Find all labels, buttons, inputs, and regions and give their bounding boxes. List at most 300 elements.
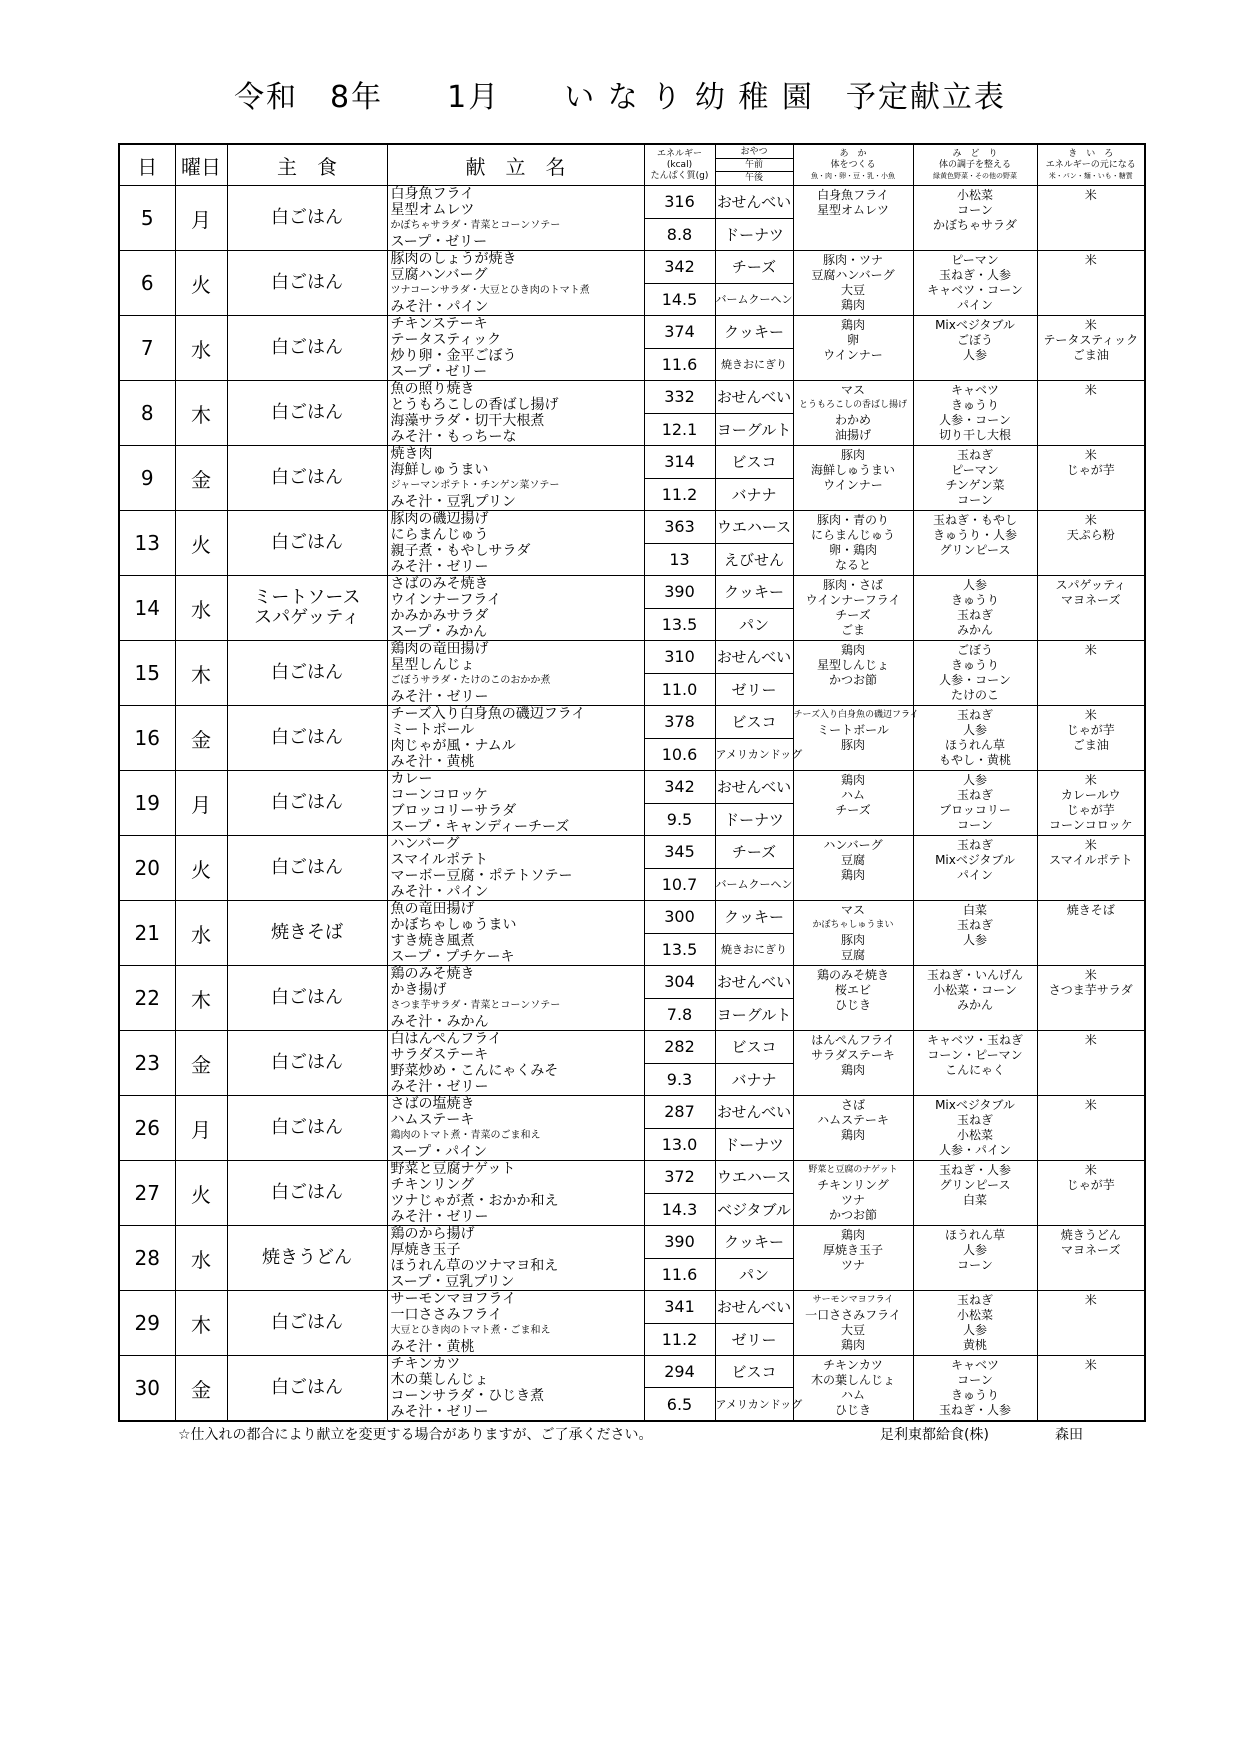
energy-cell: 282: [644, 1031, 715, 1064]
table-row: [119, 316, 1145, 349]
yellow-group-cell: [1037, 1031, 1145, 1096]
protein-cell: 9.3: [644, 1063, 715, 1096]
day-cell: 8: [119, 381, 175, 446]
green-item: コーン・ピーマン: [927, 1048, 1023, 1062]
weekday-cell: 月: [175, 1096, 227, 1161]
snack-pm-cell: ゼリー: [715, 1323, 793, 1356]
header-day: 日: [119, 144, 175, 186]
dish-item: 鶏肉の竜田揚げ: [390, 641, 489, 657]
weekday-cell: 火: [175, 1161, 227, 1226]
dishes-cell: [387, 316, 644, 381]
red-item: 白身魚フライ: [817, 188, 889, 202]
snack-am-cell: おせんべい: [715, 641, 793, 674]
protein-cell: 6.5: [644, 1388, 715, 1421]
snack-am-cell: おせんべい: [715, 381, 793, 414]
dish-item: にらまんじゅう: [390, 527, 489, 543]
dish-item: テータスティック: [390, 332, 502, 348]
dishes-cell: [387, 576, 644, 641]
yellow-group-cell: [1037, 576, 1145, 641]
yellow-item: マヨネーズ: [1061, 1243, 1121, 1257]
green-item: キャベツ: [950, 383, 999, 397]
dishes-cell: [387, 1161, 644, 1226]
red-item: はんぺんフライ: [811, 1033, 895, 1047]
green-item: 切り干し大根: [938, 428, 1011, 442]
green-item: 白菜: [962, 903, 987, 917]
green-item: Mixベジタブル: [935, 1098, 1015, 1112]
dish-item: 星型しんじょ: [390, 657, 475, 673]
green-item: パイン: [956, 298, 993, 312]
dish-item: とうもろこしの香ばし揚げ: [390, 397, 559, 413]
green-item: 玉ねぎ・人参: [938, 1163, 1011, 1177]
header-red: あ か 体をつくる 魚・肉・卵・豆・乳・小魚: [793, 144, 913, 186]
dishes-cell: [387, 1096, 644, 1161]
green-item: 玉ねぎ: [956, 608, 993, 622]
green-item: 玉ねぎ: [956, 918, 993, 932]
green-item: 人参・パイン: [938, 1143, 1011, 1157]
green-group-cell: [913, 1161, 1037, 1226]
snack-pm-cell: バナナ: [715, 1063, 793, 1096]
red-item: 厚焼き玉子: [822, 1243, 883, 1257]
staple-cell: 焼きうどん: [227, 1226, 387, 1291]
day-cell: 20: [119, 836, 175, 901]
yellow-item: じゃが芋: [1066, 1178, 1115, 1192]
snack-am-cell: おせんべい: [715, 966, 793, 999]
green-item: ブロッコリー: [939, 803, 1011, 817]
dish-item: マーボー豆腐・ポテトソテー: [390, 868, 573, 884]
yellow-item: 米: [1084, 513, 1097, 527]
green-item: 玉ねぎ: [956, 788, 993, 802]
dishes-cell: [387, 1031, 644, 1096]
yellow-item: ごま油: [1072, 348, 1109, 362]
weekday-cell: 木: [175, 1291, 227, 1356]
green-item: みかん: [956, 623, 993, 637]
staple-cell: 白ごはん: [227, 1161, 387, 1226]
dish-item: みそ汁・黄桃: [390, 754, 475, 770]
table-row: [119, 1356, 1145, 1388]
dish-item: さばの塩焼き: [390, 1096, 475, 1112]
snack-pm-cell: パン: [715, 608, 793, 641]
green-item: ほうれん草: [944, 738, 1005, 752]
red-item: わかめ: [834, 413, 871, 427]
red-group-cell: [793, 1226, 913, 1291]
yellow-item: じゃが芋: [1066, 463, 1115, 477]
day-cell: 26: [119, 1096, 175, 1161]
energy-cell: 390: [644, 1226, 715, 1259]
green-item: パイン: [956, 868, 993, 882]
yellow-group-cell: [1037, 1096, 1145, 1161]
yellow-item: マヨネーズ: [1061, 593, 1121, 607]
green-item: きゅうり・人参: [932, 528, 1017, 542]
dish-item: みそ汁・豆乳プリン: [390, 494, 516, 510]
header-green: み ど り 体の調子を整える 緑黄色野菜・その他の野菜: [913, 144, 1037, 186]
red-item: 鶏肉: [840, 1338, 865, 1352]
energy-cell: 374: [644, 316, 715, 349]
red-item: 野菜と豆腐のナゲット: [808, 1165, 898, 1175]
dishes-cell: [387, 1291, 644, 1356]
red-item: 木の葉しんじょ: [810, 1373, 895, 1387]
day-cell: 16: [119, 706, 175, 771]
dish-item: ごぼうサラダ・たけのこのおかか煮: [390, 675, 551, 686]
yellow-group-cell: [1037, 706, 1145, 771]
table-row: [119, 1291, 1145, 1324]
snack-am-cell: チーズ: [715, 836, 793, 869]
red-group-cell: [793, 1291, 913, 1356]
energy-cell: 332: [644, 381, 715, 414]
green-item: こんにゃく: [945, 1063, 1005, 1077]
yellow-item: 焼きそば: [1066, 903, 1115, 917]
red-item: 豚肉: [840, 738, 865, 752]
yellow-item: ごま油: [1072, 738, 1109, 752]
menu-table: [118, 143, 1146, 1422]
weekday-cell: 水: [175, 1226, 227, 1291]
green-item: キャベツ・コーン: [927, 283, 1023, 297]
snack-pm-cell: アメリカンドッグ: [715, 738, 793, 771]
green-item: 玉ねぎ・人参: [938, 268, 1011, 282]
yellow-item: 米: [1084, 1163, 1097, 1177]
snack-am-cell: ビスコ: [715, 706, 793, 739]
dish-item: かぼちゃサラダ・青菜とコーンソテー: [390, 220, 561, 231]
yellow-item: 天ぷら粉: [1066, 528, 1115, 542]
yellow-item: テータスティック: [1043, 333, 1139, 347]
protein-cell: 10.6: [644, 738, 715, 771]
red-item: かつお節: [828, 1208, 877, 1222]
red-group-cell: [793, 576, 913, 641]
red-item: ウインナー: [823, 348, 883, 362]
dish-item: ブロッコリーサラダ: [390, 803, 517, 819]
table-row: [119, 576, 1145, 609]
snack-pm-cell: ドーナツ: [715, 218, 793, 251]
yellow-item: 米: [1084, 1358, 1097, 1372]
day-cell: 19: [119, 771, 175, 836]
red-item: 鶏肉: [840, 1228, 865, 1242]
red-item: とうもろこしの香ばし揚げ: [798, 400, 907, 410]
energy-cell: 310: [644, 641, 715, 674]
protein-cell: 14.3: [644, 1193, 715, 1226]
yellow-item: 米: [1084, 1033, 1097, 1047]
dish-item: 星型オムレツ: [390, 202, 475, 218]
red-item: さば: [840, 1098, 865, 1112]
red-item: 鶏肉: [840, 1128, 865, 1142]
staple-cell: 焼きそば: [227, 901, 387, 966]
green-item: キャベツ・玉ねぎ: [926, 1033, 1023, 1047]
table-row: [119, 381, 1145, 414]
green-group-cell: [913, 186, 1037, 251]
staple-cell: 白ごはん: [227, 251, 387, 316]
red-item: かぼちゃしゅうまい: [812, 920, 894, 930]
red-item: 大豆: [840, 283, 865, 297]
red-item: 鶏肉: [840, 298, 865, 312]
red-group-cell: [793, 446, 913, 511]
dish-item: 魚の照り焼き: [390, 381, 475, 397]
staple-cell: 白ごはん: [227, 706, 387, 771]
table-row: [119, 771, 1145, 804]
dish-item: スープ・キャンディーチーズ: [390, 819, 570, 835]
red-group-cell: [793, 251, 913, 316]
day-cell: 9: [119, 446, 175, 511]
protein-cell: 11.2: [644, 478, 715, 511]
red-item: かつお節: [828, 673, 877, 687]
dish-item: 大豆とひき肉のトマト煮・ごま和え: [390, 1325, 551, 1336]
dish-item: チキンカツ: [390, 1356, 461, 1372]
weekday-cell: 金: [175, 1031, 227, 1096]
yellow-group-cell: [1037, 1291, 1145, 1356]
weekday-cell: 木: [175, 641, 227, 706]
snack-pm-cell: バナナ: [715, 478, 793, 511]
red-item: 鶏肉: [840, 868, 865, 882]
snack-am-cell: ビスコ: [715, 446, 793, 479]
yellow-group-cell: [1037, 186, 1145, 251]
staple-cell: 白ごはん: [227, 446, 387, 511]
red-item: サーモンマヨフライ: [812, 1295, 894, 1305]
green-group-cell: [913, 511, 1037, 576]
yellow-item: 米: [1084, 253, 1097, 267]
red-item: 豆腐: [840, 853, 865, 867]
footer-company: 足利東都給食(株): [880, 1427, 989, 1443]
green-item: 玉ねぎ: [956, 1293, 993, 1307]
yellow-item: 米: [1084, 838, 1097, 852]
energy-cell: 314: [644, 446, 715, 479]
snack-pm-cell: アメリカンドッグ: [715, 1388, 793, 1421]
dish-item: チキンステーキ: [390, 316, 488, 332]
red-item: マス: [840, 383, 865, 397]
green-item: 小松菜: [956, 188, 993, 202]
day-cell: 13: [119, 511, 175, 576]
dish-item: 海藻サラダ・切干大根煮: [390, 413, 545, 429]
red-item: 海鮮しゅうまい: [810, 463, 895, 477]
red-item: 卵: [846, 333, 859, 347]
green-item: 人参: [962, 348, 987, 362]
red-item: 鶏肉: [840, 1063, 865, 1077]
yellow-item: カレールウ: [1060, 788, 1121, 802]
green-group-cell: [913, 381, 1037, 446]
green-group-cell: [913, 1031, 1037, 1096]
red-group-cell: [793, 316, 913, 381]
table-row: [119, 186, 1145, 219]
dish-item: 魚の竜田揚げ: [390, 901, 475, 917]
red-item: チーズ: [835, 803, 871, 817]
yellow-group-cell: [1037, 1356, 1145, 1422]
green-item: 玉ねぎ: [956, 448, 993, 462]
red-item: 星型しんじょ: [816, 658, 889, 672]
green-group-cell: [913, 1096, 1037, 1161]
dish-item: みそ汁・ゼリー: [390, 1079, 489, 1095]
protein-cell: 13.0: [644, 1128, 715, 1161]
weekday-cell: 金: [175, 446, 227, 511]
red-item: 豚肉・さば: [822, 578, 883, 592]
dish-item: ほうれん草のツナマヨ和え: [390, 1258, 559, 1274]
dish-item: 炒り卵・金平ごぼう: [390, 348, 517, 364]
dishes-cell: [387, 381, 644, 446]
green-item: きゅうり: [950, 1388, 999, 1402]
red-item: なると: [834, 558, 871, 572]
table-row: [119, 836, 1145, 869]
dish-item: ハムステーキ: [390, 1112, 475, 1128]
energy-cell: 294: [644, 1356, 715, 1388]
header-row: [119, 144, 1145, 186]
snack-pm-cell: ベジタブル: [715, 1193, 793, 1226]
weekday-cell: 金: [175, 1356, 227, 1422]
dishes-cell: [387, 901, 644, 966]
staple-cell: 白ごはん: [227, 186, 387, 251]
energy-cell: 316: [644, 186, 715, 219]
red-item: 豚肉・ツナ: [822, 253, 883, 267]
table-row: [119, 966, 1145, 999]
green-item: もやし・黄桃: [938, 753, 1011, 767]
green-item: 白菜: [962, 1193, 987, 1207]
header-dow: 曜日: [175, 144, 227, 186]
weekday-cell: 水: [175, 901, 227, 966]
dish-item: みそ汁・みかん: [390, 1014, 489, 1030]
dish-item: ミートボール: [390, 722, 475, 738]
header-menu: 献 立 名: [387, 144, 644, 186]
dish-item: 焼き肉: [390, 446, 433, 462]
green-group-cell: [913, 966, 1037, 1031]
dish-item: みそ汁・パイン: [390, 884, 489, 900]
dish-item: スマイルポテト: [390, 852, 488, 868]
snack-am-cell: クッキー: [715, 1226, 793, 1259]
dish-item: スープ・ゼリー: [390, 234, 488, 250]
staple-cell: 白ごはん: [227, 836, 387, 901]
green-item: きゅうり: [950, 593, 999, 607]
protein-cell: 13.5: [644, 608, 715, 641]
snack-am-cell: おせんべい: [715, 771, 793, 804]
dish-item: スープ・豆乳プリン: [390, 1274, 515, 1290]
dish-item: 厚焼き玉子: [390, 1242, 461, 1258]
day-cell: 5: [119, 186, 175, 251]
dish-item: かき揚げ: [390, 982, 447, 998]
snack-pm-cell: ヨーグルト: [715, 998, 793, 1031]
dish-item: かぼちゃしゅうまい: [390, 917, 517, 933]
dish-item: ツナコーンサラダ・大豆とひき肉のトマト煮: [390, 285, 590, 296]
dish-item: サラダステーキ: [390, 1047, 489, 1063]
weekday-cell: 水: [175, 316, 227, 381]
table-row: [119, 901, 1145, 934]
menu-body: [119, 186, 1145, 1422]
footer-note: ☆仕入れの都合により献立を変更する場合がありますが、ご了承ください。: [178, 1427, 653, 1443]
yellow-item: スパゲッティ: [1055, 578, 1127, 592]
snack-pm-cell: バームクーヘン: [715, 283, 793, 316]
dish-item: みそ汁・ゼリー: [390, 1209, 489, 1225]
energy-cell: 345: [644, 836, 715, 869]
green-item: 人参: [962, 1323, 987, 1337]
table-row: [119, 1161, 1145, 1194]
yellow-item: 焼きうどん: [1060, 1228, 1121, 1242]
page-title: 令和 8年 1月 い な り 幼 稚 園 予定献立表: [234, 80, 1006, 115]
snack-am-cell: クッキー: [715, 576, 793, 609]
dish-item: 親子煮・もやしサラダ: [390, 543, 531, 559]
snack-pm-cell: ドーナツ: [715, 803, 793, 836]
yellow-item: 米: [1084, 643, 1097, 657]
energy-cell: 342: [644, 251, 715, 284]
dish-item: 白身魚フライ: [390, 186, 475, 202]
yellow-group-cell: [1037, 966, 1145, 1031]
protein-cell: 11.6: [644, 348, 715, 381]
dish-item: 豚肉の磯辺揚げ: [390, 511, 489, 527]
dishes-cell: [387, 771, 644, 836]
green-item: 小松菜: [956, 1128, 993, 1142]
red-item: 星型オムレツ: [816, 203, 889, 217]
dishes-cell: [387, 446, 644, 511]
green-group-cell: [913, 1356, 1037, 1422]
weekday-cell: 木: [175, 381, 227, 446]
yellow-item: じゃが芋: [1066, 803, 1115, 817]
green-item: グリンピース: [939, 1178, 1011, 1192]
protein-cell: 8.8: [644, 218, 715, 251]
dish-item: ツナじゃが煮・おかか和え: [390, 1193, 559, 1209]
red-item: 豆腐: [840, 948, 865, 962]
day-cell: 14: [119, 576, 175, 641]
red-group-cell: [793, 511, 913, 576]
red-item: ツナ: [840, 1193, 865, 1207]
yellow-item: 米: [1084, 383, 1097, 397]
yellow-group-cell: [1037, 381, 1145, 446]
protein-cell: 9.5: [644, 803, 715, 836]
staple-cell: 白ごはん: [227, 966, 387, 1031]
day-cell: 21: [119, 901, 175, 966]
green-item: ごぼう: [956, 333, 993, 347]
header-yellow: き い ろ エネルギーの元になる 米・パン・麺・いも・糖質: [1037, 144, 1145, 186]
staple-cell: 白ごはん: [227, 1291, 387, 1356]
yellow-group-cell: [1037, 836, 1145, 901]
staple-cell: 白ごはん: [227, 381, 387, 446]
yellow-group-cell: [1037, 511, 1145, 576]
day-cell: 6: [119, 251, 175, 316]
dish-item: すき焼き風煮: [390, 933, 475, 949]
snack-am-cell: クッキー: [715, 316, 793, 349]
green-item: 人参: [962, 723, 987, 737]
red-group-cell: [793, 901, 913, 966]
red-item: 卵・鶏肉: [828, 543, 877, 557]
staple-cell: ミートソース スパゲッティ: [227, 576, 387, 641]
energy-cell: 300: [644, 901, 715, 934]
dishes-cell: [387, 1356, 644, 1422]
protein-cell: 7.8: [644, 998, 715, 1031]
protein-cell: 14.5: [644, 283, 715, 316]
day-cell: 28: [119, 1226, 175, 1291]
dish-item: スープ・プチケーキ: [390, 949, 515, 965]
energy-cell: 372: [644, 1161, 715, 1194]
dish-item: チキンリング: [390, 1177, 475, 1193]
dish-item: みそ汁・もっちーな: [390, 429, 517, 445]
header-staple: 主 食: [227, 144, 387, 186]
yellow-group-cell: [1037, 1226, 1145, 1291]
day-cell: 23: [119, 1031, 175, 1096]
snack-am-cell: チーズ: [715, 251, 793, 284]
red-item: 豚肉: [840, 448, 865, 462]
dish-item: 木の葉しんじょ: [390, 1372, 489, 1388]
dishes-cell: [387, 836, 644, 901]
yellow-item: さつま芋サラダ: [1048, 983, 1133, 997]
snack-am-cell: ビスコ: [715, 1031, 793, 1064]
green-item: 人参: [962, 773, 987, 787]
snack-pm-cell: ゼリー: [715, 673, 793, 706]
snack-am-cell: ウエハース: [715, 511, 793, 544]
red-item: チキンリング: [817, 1178, 889, 1192]
staple-cell: 白ごはん: [227, 1356, 387, 1422]
snack-am-cell: ウエハース: [715, 1161, 793, 1194]
green-item: Mixベジタブル: [935, 853, 1015, 867]
weekday-cell: 水: [175, 576, 227, 641]
green-group-cell: [913, 901, 1037, 966]
day-cell: 30: [119, 1356, 175, 1422]
snack-pm-cell: バームクーヘン: [715, 868, 793, 901]
green-item: 人参: [962, 1243, 987, 1257]
red-item: チキンカツ: [823, 1358, 883, 1372]
red-item: 桜エビ: [834, 983, 871, 997]
table-row: [119, 706, 1145, 739]
red-item: ハム: [840, 1388, 865, 1402]
red-item: 鶏肉: [840, 773, 865, 787]
